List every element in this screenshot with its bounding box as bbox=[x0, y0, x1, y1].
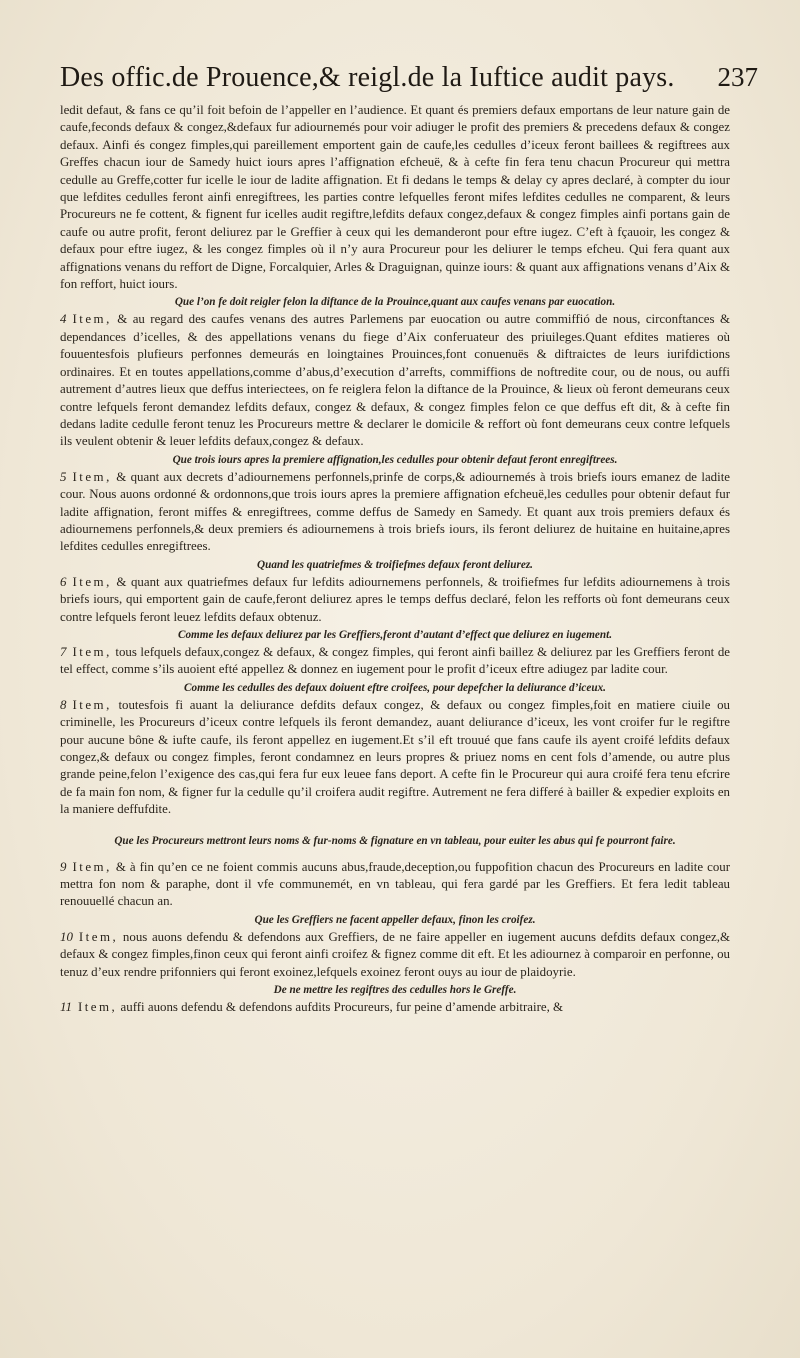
article-number: 7 bbox=[60, 644, 67, 659]
article-heading: Que l’on fe doit reigler felon la diftance de la Prouince,quant aux caufes venans par euocation. bbox=[174, 296, 616, 309]
article-number: 6 bbox=[60, 574, 67, 589]
article-number: 4 bbox=[60, 312, 67, 327]
article-heading: Comme les defaux deliurez par les Greffiers,feront d’autant d’effect que deliurez en iugement. bbox=[177, 628, 612, 641]
article-paragraph bbox=[60, 859, 730, 911]
article-heading: Que trois iours apres la premiere affignation,les cedulles pour obtenir defaut feront enregiftrees. bbox=[172, 453, 618, 466]
article-number: 10 bbox=[60, 929, 73, 944]
article-heading: Quand les quatriefmes & troifiefmes defaux feront deliurez. bbox=[257, 558, 533, 571]
article-text: & au regard des caufes venans des autres Parlemens par euocation ou autre commiffió de nous, circonftances & dependances d’icelles, & des appellations venans du fiege d’Aix conferuateur des priuileges.Quant efdites matieres où fouuentesfois plufieurs perfonnes demeurás en loingtaines Prouinces,font conuenuës & diftraictes de leurs iurifdictions ordinaires. Et en toutes appellations,comme d’abus,d’execution d’arrefts, commiffions de noftredite cour, ou de nous, ou auffi autrement d’autres lieux que deffus interiectees, on fe reiglera felon la diftance de la Prouince, & lieux où feront demeurans ceux contre lefquels feront demandez lefdits defaux, congez & defaux, & congez fimples felon ce que deffus eft dit, & à cefte fin dedans ladite cedulle feront tenuz les Procureurs mettre & declarer le domicile & reffort où font demeurans ceux contre lefquels ils veulent obtenir & leuer lefdits defaux,congez & defaux. bbox=[60, 312, 730, 449]
page-number: 237 bbox=[717, 62, 758, 92]
article-paragraph bbox=[60, 929, 730, 981]
article-number: 11 bbox=[60, 1000, 72, 1015]
article-text: nous auons defendu & defendons aux Greffiers, de ne faire appeller en iugement aucuns defdits defaux congez,& defaux & congez fimples,finon ceux qui feront ainfi croifez & fignez comme dit eft. Et les adiournez à comparoir en perfonne, ou tenuz d’eux rendre prifonniers qui feront exoinez,lefquels exoinez feront ouys au iour de plaidoyrie. bbox=[60, 929, 730, 979]
article-number: 8 bbox=[60, 697, 67, 712]
article-heading: De ne mettre les regiftres des cedulles hors le Greffe. bbox=[273, 984, 517, 997]
article-item-word: Item, bbox=[72, 697, 112, 712]
article-paragraph bbox=[60, 644, 730, 679]
article-item-word: Item, bbox=[77, 1000, 118, 1015]
article-item-word: Item, bbox=[72, 312, 112, 327]
article-item-word: Item, bbox=[72, 644, 112, 659]
opening-paragraph: ledit defaut, & fans ce qu’il foit befoin de l’appeller en l’audience. Et quant és premiers defaux emportans de leur nature gain de caufe,feconds defaux & congez,&defaux fur adiournemés pour voir adiuger le profit des premiers & precedens defaux & congez defaux. Ainfi és congez fimples,qui pareillement emportent gain de caufe,les cedulles d’iceux feront baillees & regiftrees aux Greffes chacun iour de Samedy huict iours apres l’affignation efcheuë, & à cefte fin fera tenu chacun Procureur qui mettra cedulle au Greffe,cotter fur icelle le iour de ladite affignation. Et fi dedans le temps & delay cy apres declaré, à compter du iour que lefdites cedulles feront ainfi enregiftrees, les parties contre lefquelles feront mifes lefdites cedulles ne comparent, & leurs Procureurs ne fe cottent, & fignent fur icelles audit regiftre,lefdits defaux congez,defaux & congez fimples ainfi portans gain de caufe ou autre profit, feront deliurez par le Greffier à ceux qui les demanderont pour eftre iugez. C’eft à fçauoir, les congez & defaux pour eftre iugez, & les congez fimples où il n’y aura Procureur pour les deliurer le temps efcheu. Qui fera quant aux affignations venans du reffort de Digne, Forcalquier, Arles & Draguignan, quinze iours: & quant aux affignations venans d’Aix & fon reffort, huict iours. bbox=[60, 103, 730, 292]
article-text: & quant aux quatriefmes defaux fur lefdits adiournemens perfonnels, & troifiefmes fur lefdits adiournemens à trois briefs iours, qui emportent gain de caufe,feront deliurez apres le temps deffus declaré, felon les refforts où font demeurans ceux contre lefquels feront leuez lefdits defaux obtenuz. bbox=[60, 574, 730, 624]
article-paragraph bbox=[60, 311, 730, 450]
article-paragraph bbox=[60, 574, 730, 626]
article-text: toutesfois fi auant la deliurance defdits defaux congez, & defaux ou congez fimples,foit en matiere ciuile ou criminelle, les Procureurs d’iceux contre lefquels ils feront demandez, auant deliurance d’iceux, les vont croifer fur le regiftre pour aucune bône & iufte caufe, ils feront appellez en iugement.Et s’il eft trouué que fans caufe ils ayent croifé lefdits defaux congez,& defaux ou congez fimples, feront condamnez en leurs propres & priuez noms en cent fols d’amende, ou autre plus grande peine,felon l’exigence des cas,qui fera fur eux leuee fans deport. A cefte fin le Procureur qui aura croifé fera tenu efcrire de fa main fon nom, & figner fur la cedulle qu’il croifera audit regiftre. Autrement ne fera differé à bailler & expedier exploits en la maniere deffufdite. bbox=[60, 697, 730, 817]
page-header bbox=[60, 62, 758, 94]
article-paragraph bbox=[60, 999, 730, 1016]
article-heading: Que les Greffiers ne facent appeller defaux, finon les croifez. bbox=[254, 913, 536, 926]
article-paragraph bbox=[60, 469, 730, 556]
article-item-word: Item, bbox=[72, 469, 112, 484]
article-number: 9 bbox=[60, 859, 67, 874]
body-text bbox=[60, 102, 730, 1016]
article-text: & à fin qu’en ce ne foient commis aucuns abus,fraude,deception,ou fuppofition chacun des Procureurs en ladite cour mettra fon nom & paraphe, dont il vfe communemét, en vn tableau, qui fera gardé par les Greffiers. Et fera ledit tableau renouuellé chacun an. bbox=[60, 859, 731, 909]
article-heading: Que les Procureurs mettront leurs noms & fur-noms & fignature en vn tableau, pour euiter les abus qui fe pourront faire. bbox=[114, 834, 676, 847]
article-item-word: Item, bbox=[78, 929, 119, 944]
article-heading: Comme les cedulles des defaux doiuent eftre croifees, pour depefcher la deliurance d’iceux. bbox=[184, 681, 606, 694]
article-text: auffi auons defendu & defendons aufdits Procureurs, fur peine d’amende arbitraire, & bbox=[120, 1000, 564, 1015]
article-text: & quant aux decrets d’adiournemens perfonnels,prinfe de corps,& adiournemés à trois briefs iours emanez de ladite cour. Nous auons ordonné & ordonnons,que trois iours apres la premiere affignation efcheuë,les cedulles pour obtenir defaut fur ladite affignation, feront miffes & enregiftrees, comme deffus de Samedy en Samedy. Et quant aux trois premiers defaux és adiournemens perfonnels,& deux premiers és adiournemens à trois briefs iours, ils feront deliurez de huitaine en huitaine,apres lefdites cedulles enregiftrees. bbox=[60, 469, 730, 554]
article-number: 5 bbox=[60, 469, 67, 484]
article-text: tous lefquels defaux,congez & defaux, & congez fimples, qui feront ainfi baillez & deliurez par les Greffiers feront de tel effect, comme s’ils auoient efté appellez & donnez en iugement pour le profit d’iceux eftre adiugez par ladite cour. bbox=[60, 644, 730, 677]
running-title: Des offic.de Prouence,& reigl.de la Iuftice audit pays. bbox=[60, 62, 675, 93]
article-item-word: Item, bbox=[72, 859, 112, 874]
article-paragraph bbox=[60, 697, 730, 819]
article-item-word: Item, bbox=[72, 574, 112, 589]
